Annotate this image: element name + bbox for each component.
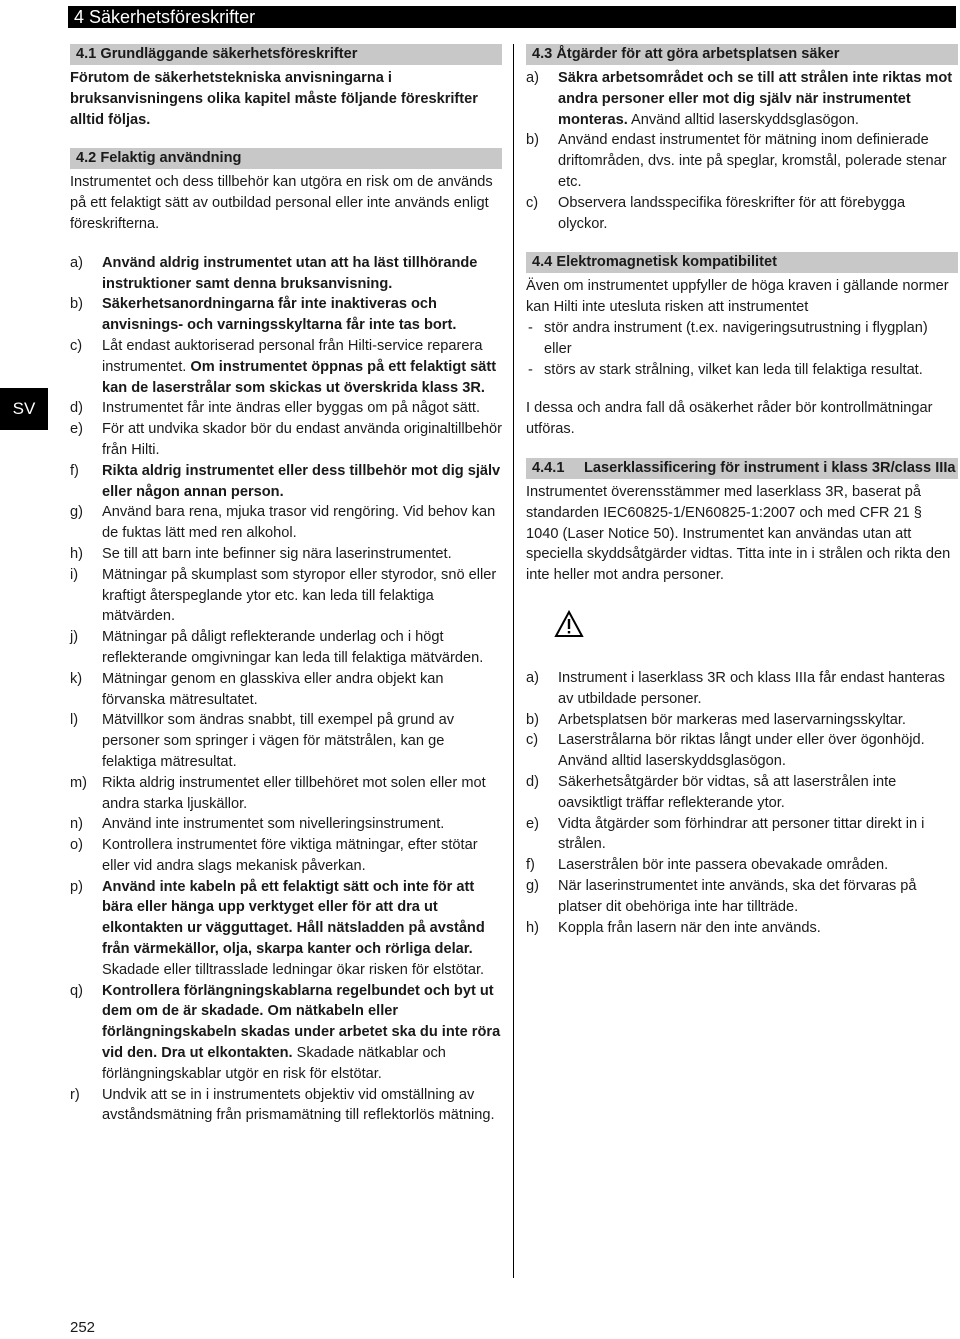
list-item: q) Kontrollera förlängningskablarna regelbundet och byt ut dem om de är skadade. Om nätkabeln eller förlängningskabeln skadas under arbetet ska du inte röra vid den. Dra ut elkontakten. Skadade nätkablar och förlängningskablar utgör en risk för elstötar. xyxy=(70,982,501,1082)
list-item: a) Instrument i laserklass 3R och klass IIIa får endast hanteras av utbildade personer. xyxy=(526,669,945,707)
list-item: d) Säkerhetsåtgärder bör vidtas, så att laserstrålen inte oavsiktligt träffar reflekterande ytor. xyxy=(526,773,897,811)
list-item: l) Mätvillkor som ändras snabbt, till exempel på grund av personer som springer i vägen för mätstrålen, kan ge felaktiga mätresultat. xyxy=(70,712,455,770)
list-item: - stör andra instrument (t.ex. navigeringsutrustning i flygplan) eller xyxy=(528,319,928,357)
list-item: h) Se till att barn inte befinner sig nära laserinstrumentet. xyxy=(70,545,452,562)
list-item: a) Säkra arbetsområdet och se till att strålen inte riktas mot andra personer eller mot dig själv när instrumentet monteras. Använd alltid laserskyddsglasögon. xyxy=(526,70,953,128)
section-4-3-heading: 4.3 Åtgärder för att göra arbetsplatsen säker xyxy=(526,44,958,65)
section-4-4-text: Även om instrumentet uppfyller de höga kraven i gällande normer kan Hilti inte utesluta risken att instrumentet xyxy=(526,278,949,316)
list-item: n) Använd inte instrumentet som nivelleringsinstrument. xyxy=(70,816,445,833)
list-item: f) Rikta aldrig instrumentet eller dess tillbehör mot dig själv eller någon annan person. xyxy=(70,462,501,500)
left-column xyxy=(70,44,502,1126)
list-item: e) Vidta åtgärder som förhindrar att personer tittar direkt in i strålen. xyxy=(526,815,925,853)
list-item: k) Mätningar genom en glasskiva eller andra objekt kan förvanska mätresultatet. xyxy=(70,670,444,708)
section-4-2-text: Instrumentet och dess tillbehör kan utgöra en risk om de används på ett felaktigt sätt av outbildad personal eller inte används enligt föreskrifterna. xyxy=(70,174,493,232)
page-number: 252 xyxy=(70,1319,96,1336)
list-item: m) Rikta aldrig instrumentet eller tillbehöret mot solen eller mot andra starka ljuskällor. xyxy=(70,774,486,812)
list-item: c) Låt endast auktoriserad personal från Hilti-service reparera instrumentet. Om instrumentet öppnas på ett felaktigt sätt kan de laserstrålar som skickas ut överskrida klass 3R. xyxy=(70,337,497,396)
list-item: b) Använd endast instrumentet för mätning inom definierade driftområden, dvs. inte på speglar, kromstål, polerade stenar etc. xyxy=(526,132,947,190)
list-item: r) Undvik att se in i instrumentets objektiv vid omställning av avståndsmätning från prismamätning till reflektorlös mätning. xyxy=(70,1086,495,1124)
section-4-2-heading: 4.2 Felaktig användning xyxy=(70,148,502,169)
section-4-1-heading: 4.1 Grundläggande säkerhetsföreskrifter xyxy=(70,44,502,65)
section-4-4-after-text: I dessa och andra fall då osäkerhet råder bör kontrollmätningar utföras. xyxy=(526,400,933,438)
list-item: o) Kontrollera instrumentet före viktiga mätningar, efter stötar eller vid andra slags mekanisk påverkan. xyxy=(70,837,478,874)
column-divider xyxy=(513,44,514,1278)
right-column xyxy=(526,44,958,938)
list-item: b) Säkerhetsanordningarna får inte inaktiveras och anvisnings- och varningsskyltarna får inte tas bort. xyxy=(70,296,457,334)
section-4-1-text: Förutom de säkerhetstekniska anvisningarna i bruksanvisningens olika kapitel måste följande föreskrifter alltid följas. xyxy=(70,70,478,128)
list-item: h) Koppla från lasern när den inte används. xyxy=(526,919,821,936)
warning-box xyxy=(526,586,958,668)
section-4-4-1-heading: 4.4.1 Laserklassificering för instrument i klass 3R/class IIIa xyxy=(526,458,958,479)
list-item: d) Instrumentet får inte ändras eller byggas om på något sätt. xyxy=(70,400,481,417)
section-4-4-1-text: Instrumentet överensstämmer med laserklass 3R, baserat på standarden IEC60825-1/EN60825-1:2007 och med CFR 21 § 1040 (Laser Notice 50). Instrumentet kan användas utan att speciella skyddsåtgärder vidtas. Titta inte in i strålen och rikta den inte heller mot andra personer. xyxy=(526,483,951,584)
list-item: g) Använd bara rena, mjuka trasor vid rengöring. Vid behov kan de fuktas lätt med ren alkohol. xyxy=(70,504,496,542)
list-item: - störs av stark strålning, vilket kan leda till felaktiga resultat. xyxy=(528,361,923,378)
list-item: f) Laserstrålen bör inte passera obevakade områden. xyxy=(526,857,889,874)
misuse-list xyxy=(70,253,502,1126)
list-item: a) Använd aldrig instrumentet utan att ha läst tillhörande instruktioner samt denna bruksanvisning. xyxy=(70,254,478,292)
section-4-4-heading: 4.4 Elektromagnetisk kompatibilitet xyxy=(526,252,958,273)
emc-risk-list xyxy=(526,318,958,380)
list-item: j) Mätningar på dåligt reflekterande underlag och i högt reflekterande omgivningar kan leda till felaktiga mätvärden. xyxy=(70,629,484,666)
list-item: i) Mätningar på skumplast som styropor eller styrodor, snö eller kraftigt återspeglande ytor etc. kan leda till felaktiga mätvärden. xyxy=(70,566,497,625)
list-item: c) Observera landsspecifika föreskrifter för att förebygga olyckor. xyxy=(526,194,906,232)
laser-class-list xyxy=(526,668,958,938)
list-item: p) Använd inte kabeln på ett felaktigt sätt och inte för att bära eller hänga upp verktyget eller för att dra ut elkontakten ur vägguttaget. Håll nätsladden på avstånd från värmekällor, olja, skarpa kanter och rörliga delar. Skadade eller tilltrasslade ledningar ökar risken för elstötar. xyxy=(70,878,485,978)
list-item: c) Laserstrålarna bör riktas långt under eller över ögonhöjd. Använd alltid laserskyddsglasögon. xyxy=(526,732,925,770)
list-item: e) För att undvika skador bör du endast använda originaltillbehör från Hilti. xyxy=(70,421,502,458)
list-item: g) När laserinstrumentet inte används, ska det förvaras på platser dit obehöriga inte har tillträde. xyxy=(526,877,917,915)
list-item: b) Arbetsplatsen bör markeras med laservarningsskyltar. xyxy=(526,711,906,728)
workplace-list xyxy=(526,68,958,234)
chapter-title: 4 Säkerhetsföreskrifter xyxy=(68,6,956,28)
warning-triangle-icon xyxy=(554,610,584,638)
language-tab: SV xyxy=(0,388,48,430)
